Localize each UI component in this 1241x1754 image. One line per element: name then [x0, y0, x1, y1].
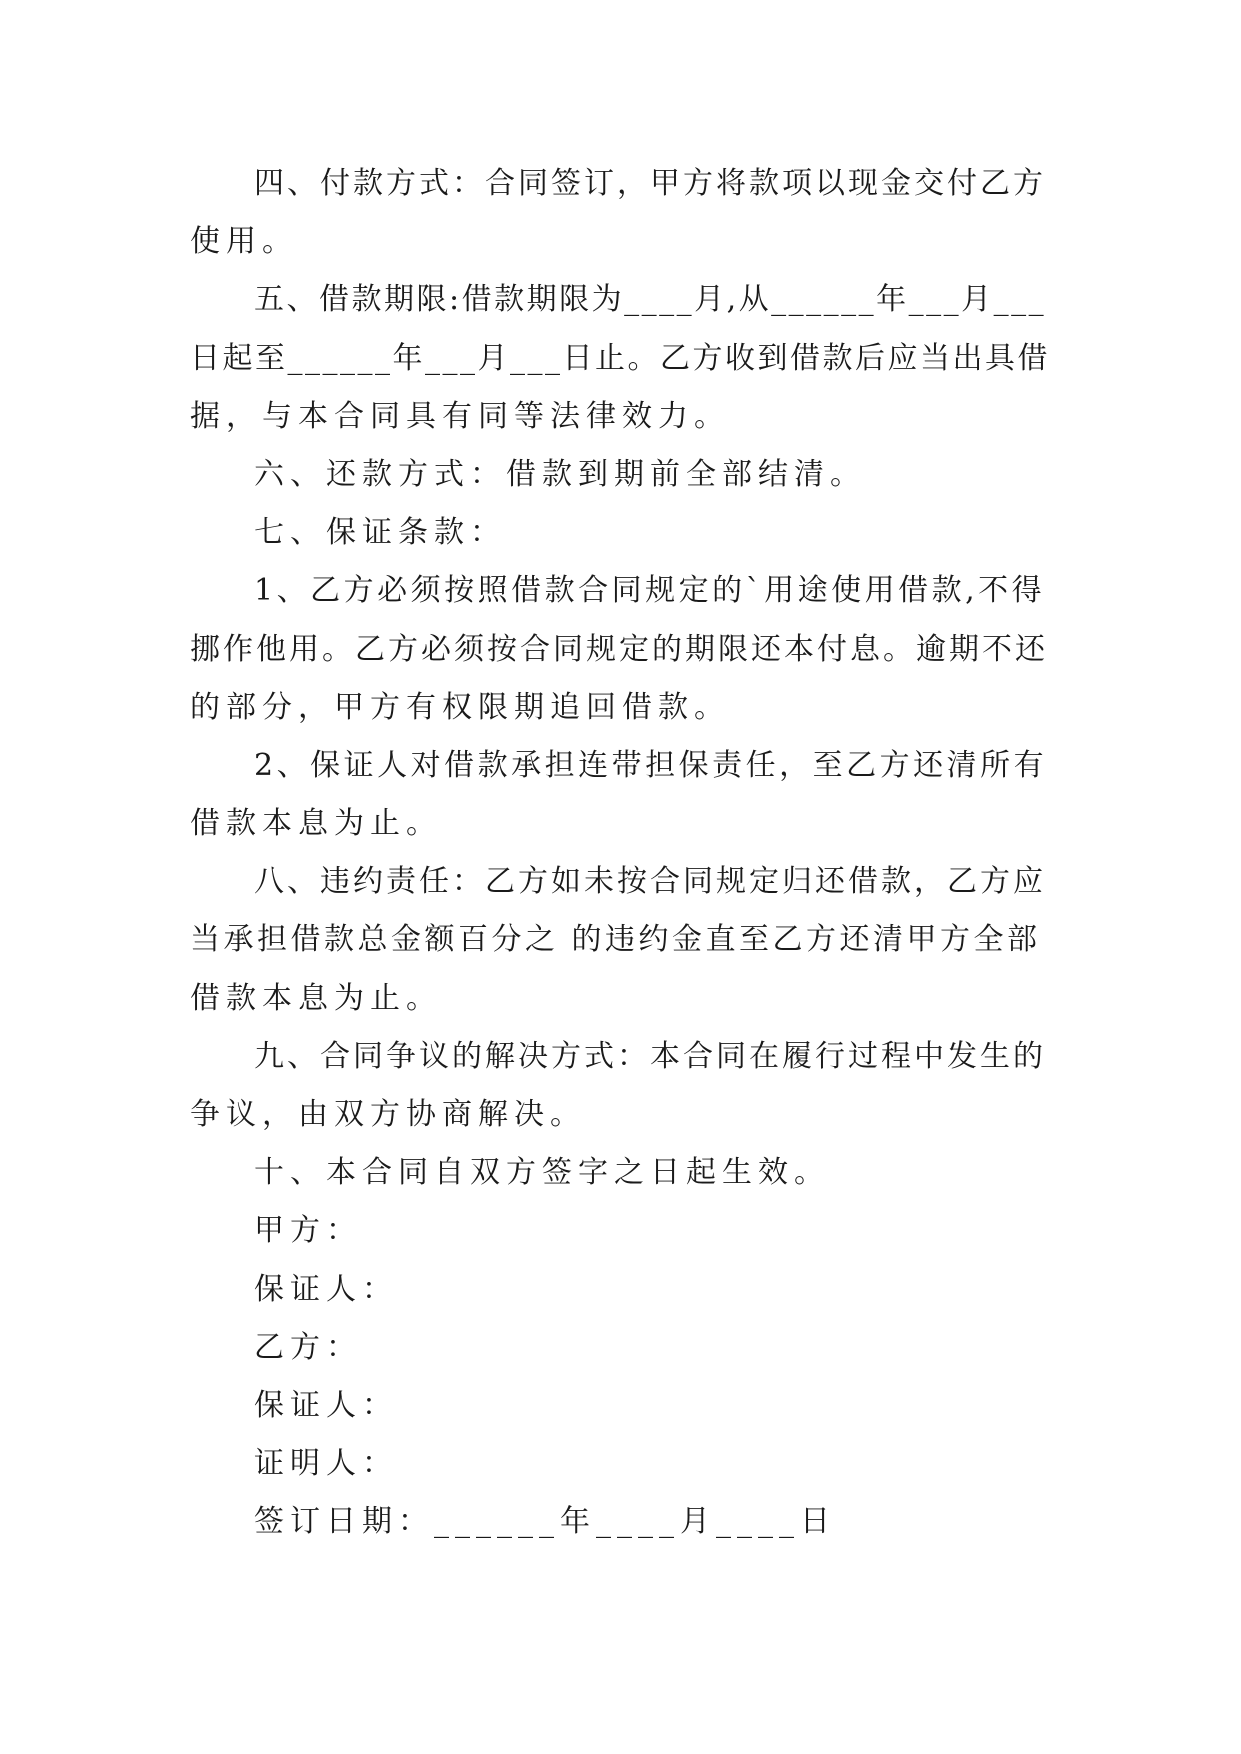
document-page — [190, 155, 1052, 1552]
signature-witness: 证明人： — [254, 1446, 398, 1482]
signature-guarantor: 保证人： — [254, 1271, 398, 1307]
text-line: 挪作他用。乙方必须按合同规定的期限还本付息。逾期不还 — [190, 631, 1048, 667]
text-line: 借款本息为止。 — [190, 806, 442, 842]
text-line: 四、付款方式：合同签订，甲方将款项以现金交付乙方 — [254, 166, 1046, 201]
signing-date: 签订日期：______年____月____日 — [254, 1504, 836, 1540]
text-line: 当承担借款总金额百分之 的违约金直至乙方还清甲方全部 — [190, 922, 1041, 958]
text-line: 2、保证人对借款承担连带担保责任，至乙方还清所有 — [254, 747, 1048, 783]
text-line: 九、合同争议的解决方式：本合同在履行过程中发生的 — [254, 1038, 1046, 1074]
text-line: 十、本合同自双方签字之日起生效。 — [254, 1155, 830, 1191]
text-line: 六、还款方式：借款到期前全部结清。 — [254, 456, 866, 492]
text-line: 据，与本合同具有同等法律效力。 — [190, 398, 730, 434]
signature-guarantor: 保证人： — [254, 1387, 398, 1423]
text-line: 八、违约责任：乙方如未按合同规定归还借款，乙方应 — [254, 864, 1046, 900]
text-line: 1、乙方必须按照借款合同规定的`用途使用借款,不得 — [254, 573, 1046, 609]
text-line: 的部分，甲方有权限期追回借款。 — [190, 689, 730, 725]
text-line: 争议，由双方协商解决。 — [190, 1097, 586, 1132]
text-line: 七、保证条款： — [254, 515, 506, 551]
text-line: 使用。 — [190, 224, 298, 260]
text-line: 借款本息为止。 — [190, 980, 442, 1016]
text-line: 日起至______年___月___日止。乙方收到借款后应当出具借 — [190, 340, 1050, 376]
signature-party-b: 乙方： — [254, 1329, 362, 1365]
signature-party-a: 甲方： — [254, 1213, 362, 1249]
text-line: 五、借款期限:借款期限为____月,从______年___月___ — [254, 282, 1047, 318]
